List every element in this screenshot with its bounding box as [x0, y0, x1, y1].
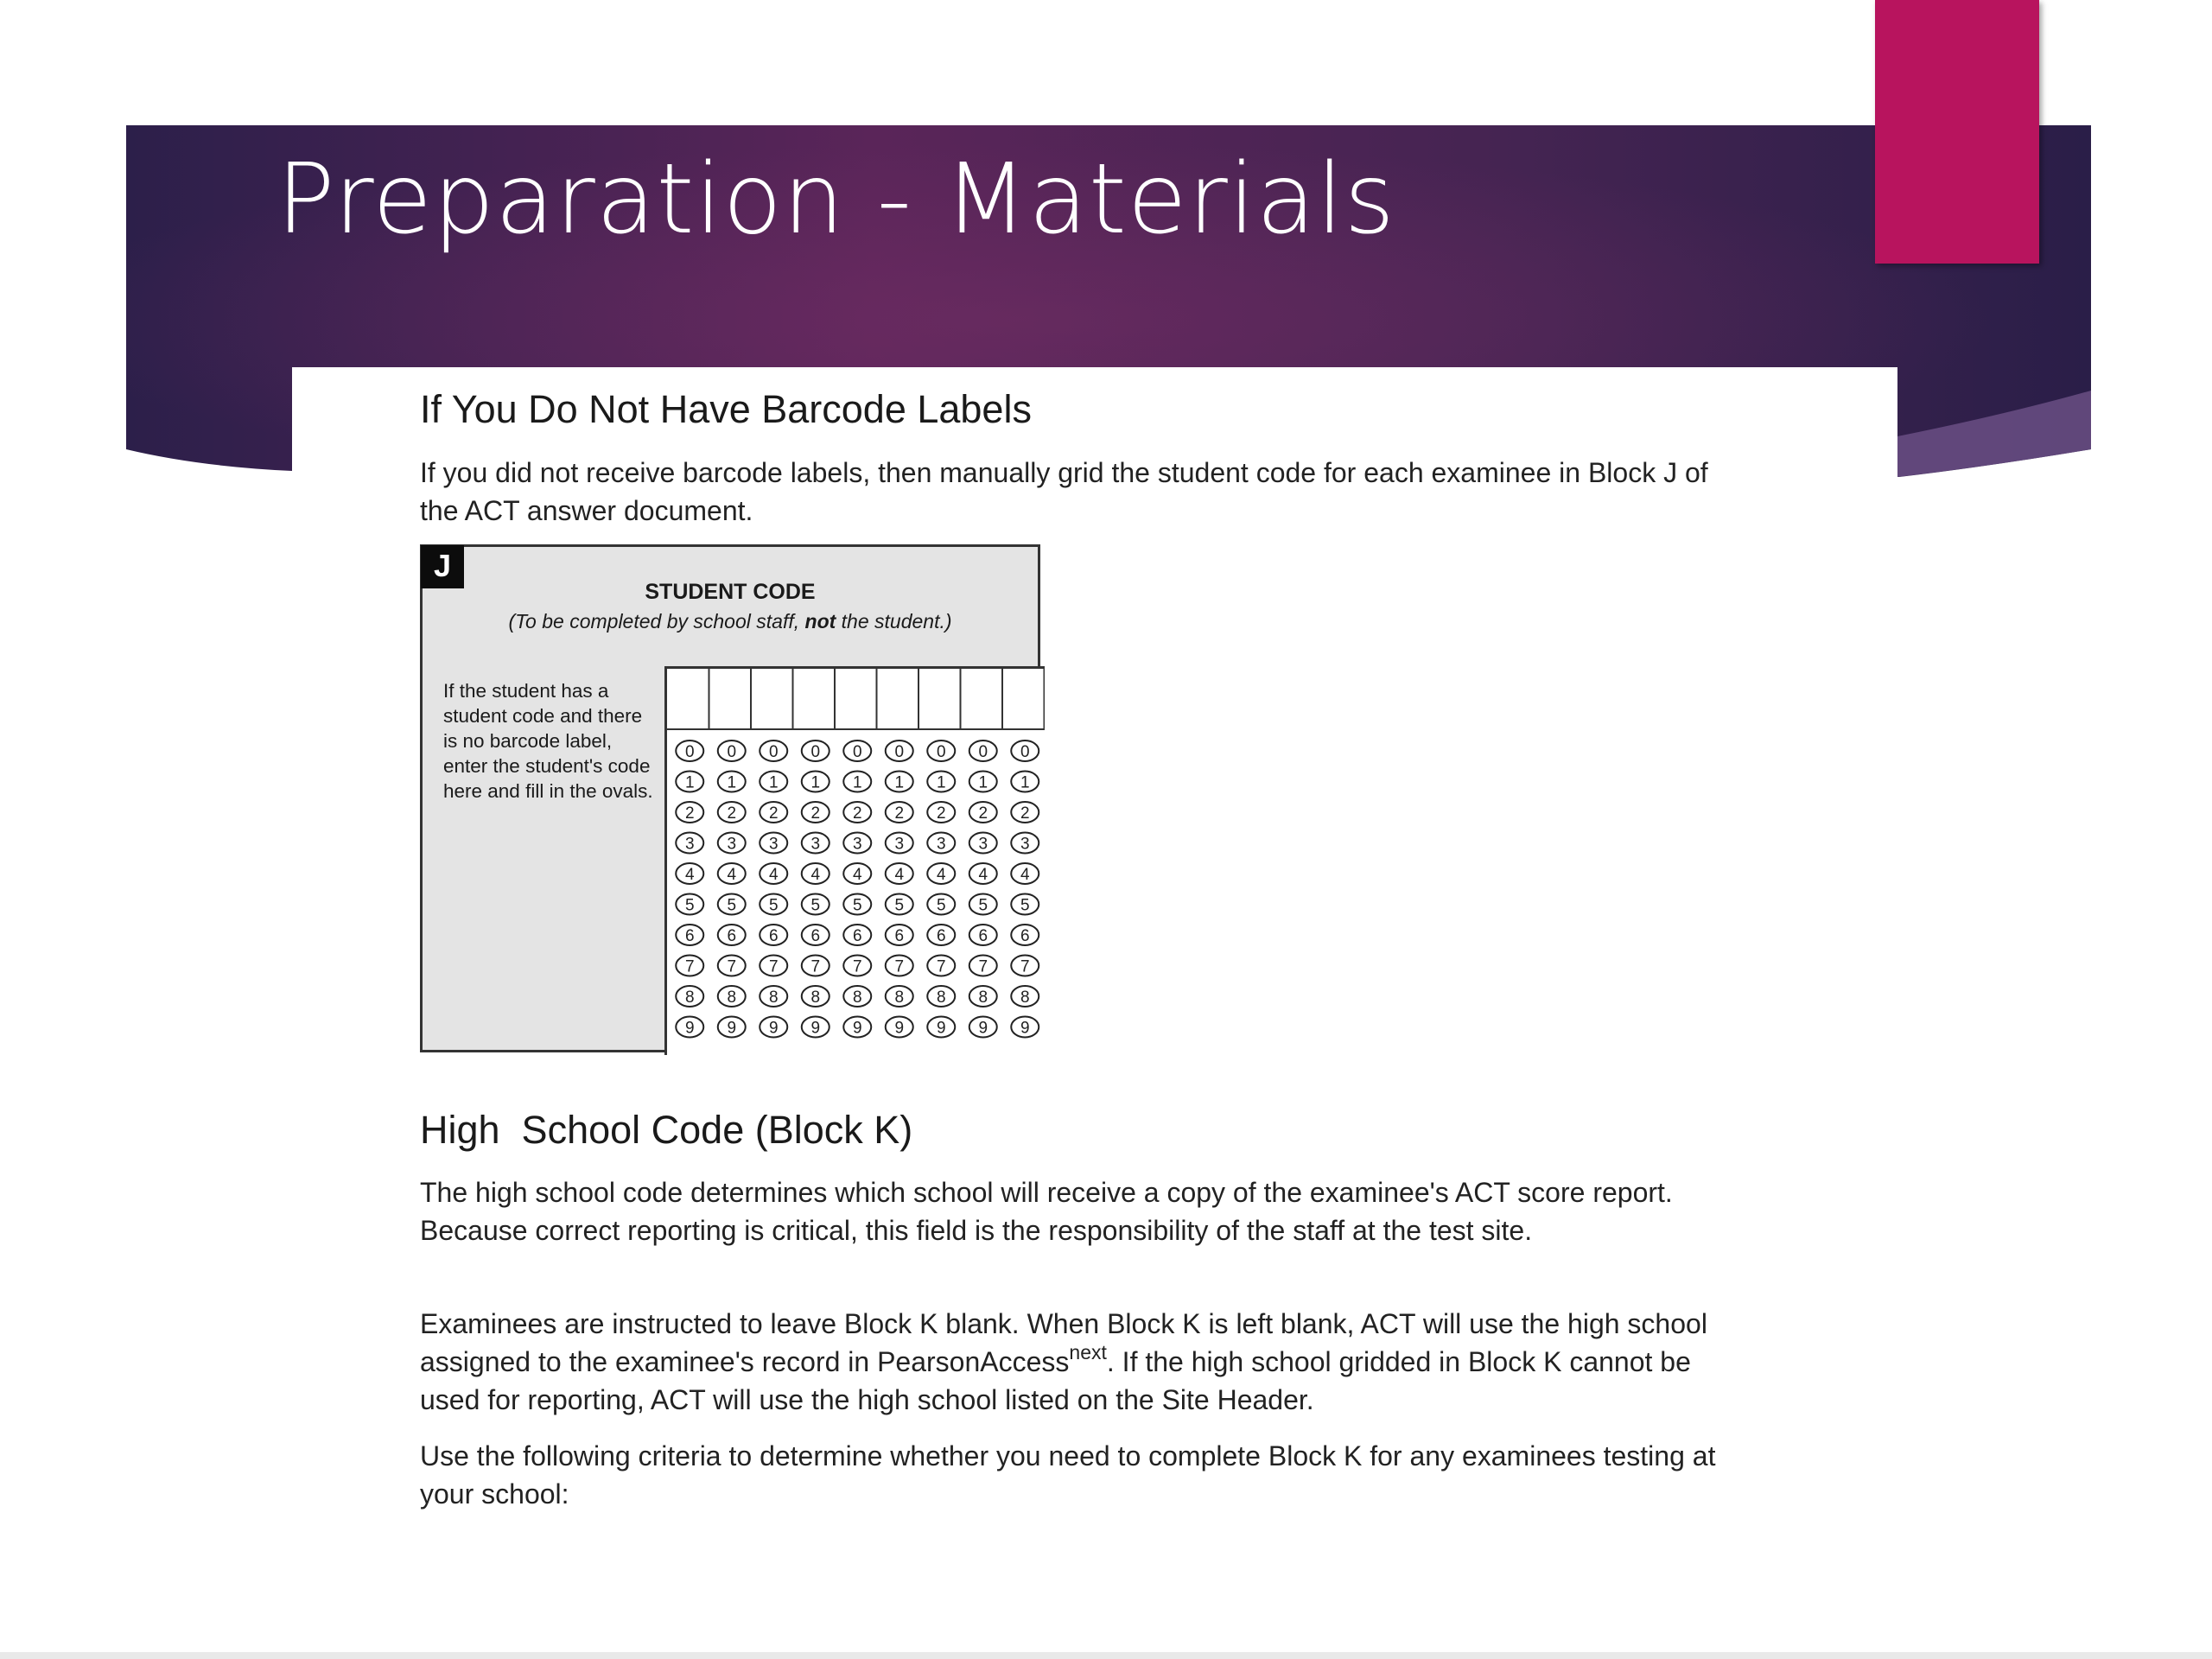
digit-label: 5 — [978, 896, 988, 915]
digit-oval — [843, 772, 871, 792]
block-letter-badge: J — [421, 545, 464, 588]
paragraph-text: . If the high school gridded in Block K cannot be used for reporting, ACT will use the high school listed on the Site Header. — [420, 1346, 1691, 1415]
digit-oval — [802, 772, 830, 792]
digit-oval — [760, 986, 787, 1007]
digit-oval — [927, 741, 955, 761]
digit-label: 9 — [684, 1019, 695, 1038]
digit-oval — [969, 956, 997, 976]
digit-oval — [1011, 833, 1039, 854]
digit-label: 4 — [684, 866, 695, 884]
digit-label: 2 — [684, 804, 695, 823]
digit-oval — [843, 925, 871, 945]
digit-label: 0 — [768, 743, 779, 761]
digit-oval — [802, 863, 830, 884]
digit-oval — [718, 833, 746, 854]
digit-label: 4 — [936, 866, 946, 884]
digit-label: 2 — [727, 804, 737, 823]
digit-oval — [843, 956, 871, 976]
digit-label: 9 — [768, 1019, 779, 1038]
digit-oval — [927, 863, 955, 884]
slide-title: Preparation - Materials — [276, 143, 1395, 256]
superscript-next: next — [1069, 1341, 1107, 1364]
digit-oval — [676, 833, 703, 854]
digit-oval — [718, 863, 746, 884]
digit-label: 6 — [768, 927, 779, 945]
digit-oval — [802, 802, 830, 823]
digit-label: 8 — [727, 988, 737, 1007]
digit-oval — [969, 894, 997, 915]
digit-oval — [927, 802, 955, 823]
digit-oval — [718, 956, 746, 976]
digit-label: 7 — [936, 957, 946, 976]
accent-tab — [1875, 0, 2039, 264]
digit-label: 7 — [810, 957, 821, 976]
digit-label: 9 — [894, 1019, 905, 1038]
digit-label: 3 — [727, 835, 737, 854]
digit-label: 5 — [768, 896, 779, 915]
digit-oval — [886, 956, 913, 976]
digit-oval — [802, 894, 830, 915]
digit-oval — [802, 741, 830, 761]
digit-label: 1 — [936, 773, 946, 792]
digit-label: 2 — [1020, 804, 1030, 823]
slide-bottom-edge — [0, 1652, 2212, 1659]
digit-label: 6 — [684, 927, 695, 945]
paragraph-text: Examinees are instructed to leave Block K blank. When Block K is left blank, ACT will use the high school assigned to the examinee's record in PearsonAccess — [420, 1308, 1707, 1377]
digit-label: 8 — [768, 988, 779, 1007]
student-code-instructions: If the student has a student code and there is no barcode label, enter the student's code here and fill in the ovals. — [443, 680, 653, 802]
digit-oval — [802, 986, 830, 1007]
digit-label: 7 — [684, 957, 695, 976]
digit-label: 1 — [768, 773, 779, 792]
digit-oval — [927, 1017, 955, 1038]
digit-label: 3 — [768, 835, 779, 854]
digit-oval — [718, 802, 746, 823]
digit-oval — [886, 833, 913, 854]
high-school-code-heading: High School Code (Block K) — [420, 1108, 913, 1152]
digit-label: 0 — [894, 743, 905, 761]
digit-label: 7 — [894, 957, 905, 976]
digit-label: 9 — [852, 1019, 862, 1038]
digit-oval — [927, 925, 955, 945]
digit-oval — [843, 741, 871, 761]
digit-label: 4 — [727, 866, 737, 884]
digit-label: 1 — [810, 773, 821, 792]
high-school-code-paragraph-2 — [420, 1305, 1751, 1419]
digit-oval — [1011, 925, 1039, 945]
digit-label: 9 — [727, 1019, 737, 1038]
digit-label: 7 — [978, 957, 988, 976]
digit-oval — [718, 894, 746, 915]
digit-oval — [927, 833, 955, 854]
digit-oval — [927, 772, 955, 792]
digit-oval — [676, 1017, 703, 1038]
high-school-code-paragraph-3: Use the following criteria to determine whether you need to complete Block K for any examinees testing at your school: — [420, 1440, 1716, 1510]
digit-oval — [802, 833, 830, 854]
digit-label: 2 — [978, 804, 988, 823]
digit-label: 0 — [978, 743, 988, 761]
digit-label: 1 — [684, 773, 695, 792]
digit-label: 4 — [852, 866, 862, 884]
digit-oval — [969, 925, 997, 945]
digit-oval — [760, 772, 787, 792]
digit-oval — [1011, 894, 1039, 915]
digit-label: 4 — [894, 866, 905, 884]
subtitle-text: the student.) — [836, 610, 952, 632]
digit-oval — [969, 1017, 997, 1038]
digit-oval — [760, 925, 787, 945]
digit-oval — [676, 894, 703, 915]
digit-label: 5 — [810, 896, 821, 915]
digit-oval — [1011, 956, 1039, 976]
digit-oval — [718, 925, 746, 945]
digit-oval — [969, 833, 997, 854]
digit-label: 6 — [1020, 927, 1030, 945]
digit-oval — [718, 741, 746, 761]
digit-oval — [676, 741, 703, 761]
digit-oval — [886, 986, 913, 1007]
digit-oval — [969, 772, 997, 792]
digit-label: 8 — [852, 988, 862, 1007]
digit-label: 5 — [684, 896, 695, 915]
digit-label: 4 — [1020, 866, 1030, 884]
digit-oval — [886, 802, 913, 823]
digit-label: 1 — [727, 773, 737, 792]
digit-label: 8 — [1020, 988, 1030, 1007]
digit-label: 0 — [852, 743, 862, 761]
digit-oval — [1011, 741, 1039, 761]
digit-label: 8 — [978, 988, 988, 1007]
digit-label: 4 — [810, 866, 821, 884]
digit-oval — [927, 894, 955, 915]
digit-label: 8 — [936, 988, 946, 1007]
digit-label: 4 — [978, 866, 988, 884]
digit-oval — [760, 863, 787, 884]
digit-oval — [969, 863, 997, 884]
digit-label: 2 — [894, 804, 905, 823]
student-code-subtitle — [423, 610, 1038, 633]
barcode-labels-heading: If You Do Not Have Barcode Labels — [420, 387, 1032, 431]
digit-label: 3 — [936, 835, 946, 854]
subtitle-emphasis: not — [804, 610, 836, 632]
digit-label: 7 — [852, 957, 862, 976]
digit-label: 3 — [810, 835, 821, 854]
digit-oval — [676, 956, 703, 976]
digit-oval — [1011, 986, 1039, 1007]
digit-oval — [1011, 802, 1039, 823]
digit-label: 5 — [894, 896, 905, 915]
digit-label: 2 — [810, 804, 821, 823]
digit-label: 6 — [727, 927, 737, 945]
digit-oval — [676, 925, 703, 945]
digit-label: 2 — [768, 804, 779, 823]
digit-oval — [927, 956, 955, 976]
digit-label: 7 — [1020, 957, 1030, 976]
digit-oval — [676, 986, 703, 1007]
digit-oval — [676, 802, 703, 823]
digit-label: 5 — [1020, 896, 1030, 915]
digit-oval — [886, 925, 913, 945]
digit-oval — [886, 894, 913, 915]
digit-label: 1 — [978, 773, 988, 792]
digit-label: 5 — [852, 896, 862, 915]
digit-label: 7 — [727, 957, 737, 976]
digit-oval — [843, 863, 871, 884]
high-school-code-paragraph-1: The high school code determines which school will receive a copy of the examinee's ACT score report. Because correct reporting is critical, this field is the responsibility of the staff at the test site. — [420, 1177, 1673, 1246]
digit-label: 1 — [1020, 773, 1030, 792]
digit-oval — [843, 833, 871, 854]
digit-oval — [843, 1017, 871, 1038]
digit-label: 3 — [978, 835, 988, 854]
digit-oval — [718, 1017, 746, 1038]
digit-oval — [1011, 863, 1039, 884]
digit-label: 3 — [852, 835, 862, 854]
digit-label: 8 — [810, 988, 821, 1007]
digit-oval — [843, 802, 871, 823]
digit-oval — [760, 741, 787, 761]
student-code-grid — [664, 666, 1045, 1055]
digit-oval — [927, 986, 955, 1007]
digit-oval — [718, 986, 746, 1007]
digit-label: 3 — [684, 835, 695, 854]
digit-oval — [760, 894, 787, 915]
digit-label: 6 — [894, 927, 905, 945]
digit-oval — [802, 1017, 830, 1038]
digit-label: 7 — [768, 957, 779, 976]
digit-label: 4 — [768, 866, 779, 884]
digit-label: 8 — [894, 988, 905, 1007]
digit-oval — [886, 741, 913, 761]
digit-label: 9 — [810, 1019, 821, 1038]
digit-oval — [760, 1017, 787, 1038]
digit-label: 2 — [936, 804, 946, 823]
digit-label: 0 — [727, 743, 737, 761]
digit-oval — [760, 833, 787, 854]
digit-label: 1 — [852, 773, 862, 792]
digit-label: 0 — [810, 743, 821, 761]
student-code-block — [420, 544, 1040, 1052]
digit-oval — [760, 802, 787, 823]
digit-oval — [886, 1017, 913, 1038]
digit-oval — [676, 863, 703, 884]
digit-oval — [802, 925, 830, 945]
digit-label: 6 — [978, 927, 988, 945]
bubble-grid — [667, 666, 1045, 1055]
digit-label: 9 — [978, 1019, 988, 1038]
digit-label: 0 — [684, 743, 695, 761]
digit-oval — [760, 956, 787, 976]
digit-oval — [718, 772, 746, 792]
subtitle-text: (To be completed by school staff, — [508, 610, 805, 632]
digit-label: 8 — [684, 988, 695, 1007]
document-image — [292, 367, 1897, 1551]
digit-oval — [843, 986, 871, 1007]
digit-label: 3 — [894, 835, 905, 854]
digit-oval — [886, 863, 913, 884]
digit-label: 5 — [727, 896, 737, 915]
digit-oval — [676, 772, 703, 792]
digit-label: 0 — [1020, 743, 1030, 761]
digit-label: 5 — [936, 896, 946, 915]
digit-label: 6 — [852, 927, 862, 945]
digit-label: 3 — [1020, 835, 1030, 854]
barcode-labels-paragraph: If you did not receive barcode labels, then manually grid the student code for each examinee in Block J of the ACT answer document. — [420, 457, 1708, 526]
digit-oval — [1011, 1017, 1039, 1038]
digit-oval — [969, 802, 997, 823]
student-code-title: STUDENT CODE — [645, 580, 816, 604]
digit-label: 0 — [936, 743, 946, 761]
digit-oval — [969, 741, 997, 761]
digit-oval — [969, 986, 997, 1007]
digit-label: 1 — [894, 773, 905, 792]
digit-oval — [802, 956, 830, 976]
digit-label: 9 — [1020, 1019, 1030, 1038]
digit-label: 6 — [810, 927, 821, 945]
digit-label: 2 — [852, 804, 862, 823]
digit-label: 6 — [936, 927, 946, 945]
digit-label: 9 — [936, 1019, 946, 1038]
digit-oval — [1011, 772, 1039, 792]
digit-oval — [843, 894, 871, 915]
digit-oval — [886, 772, 913, 792]
